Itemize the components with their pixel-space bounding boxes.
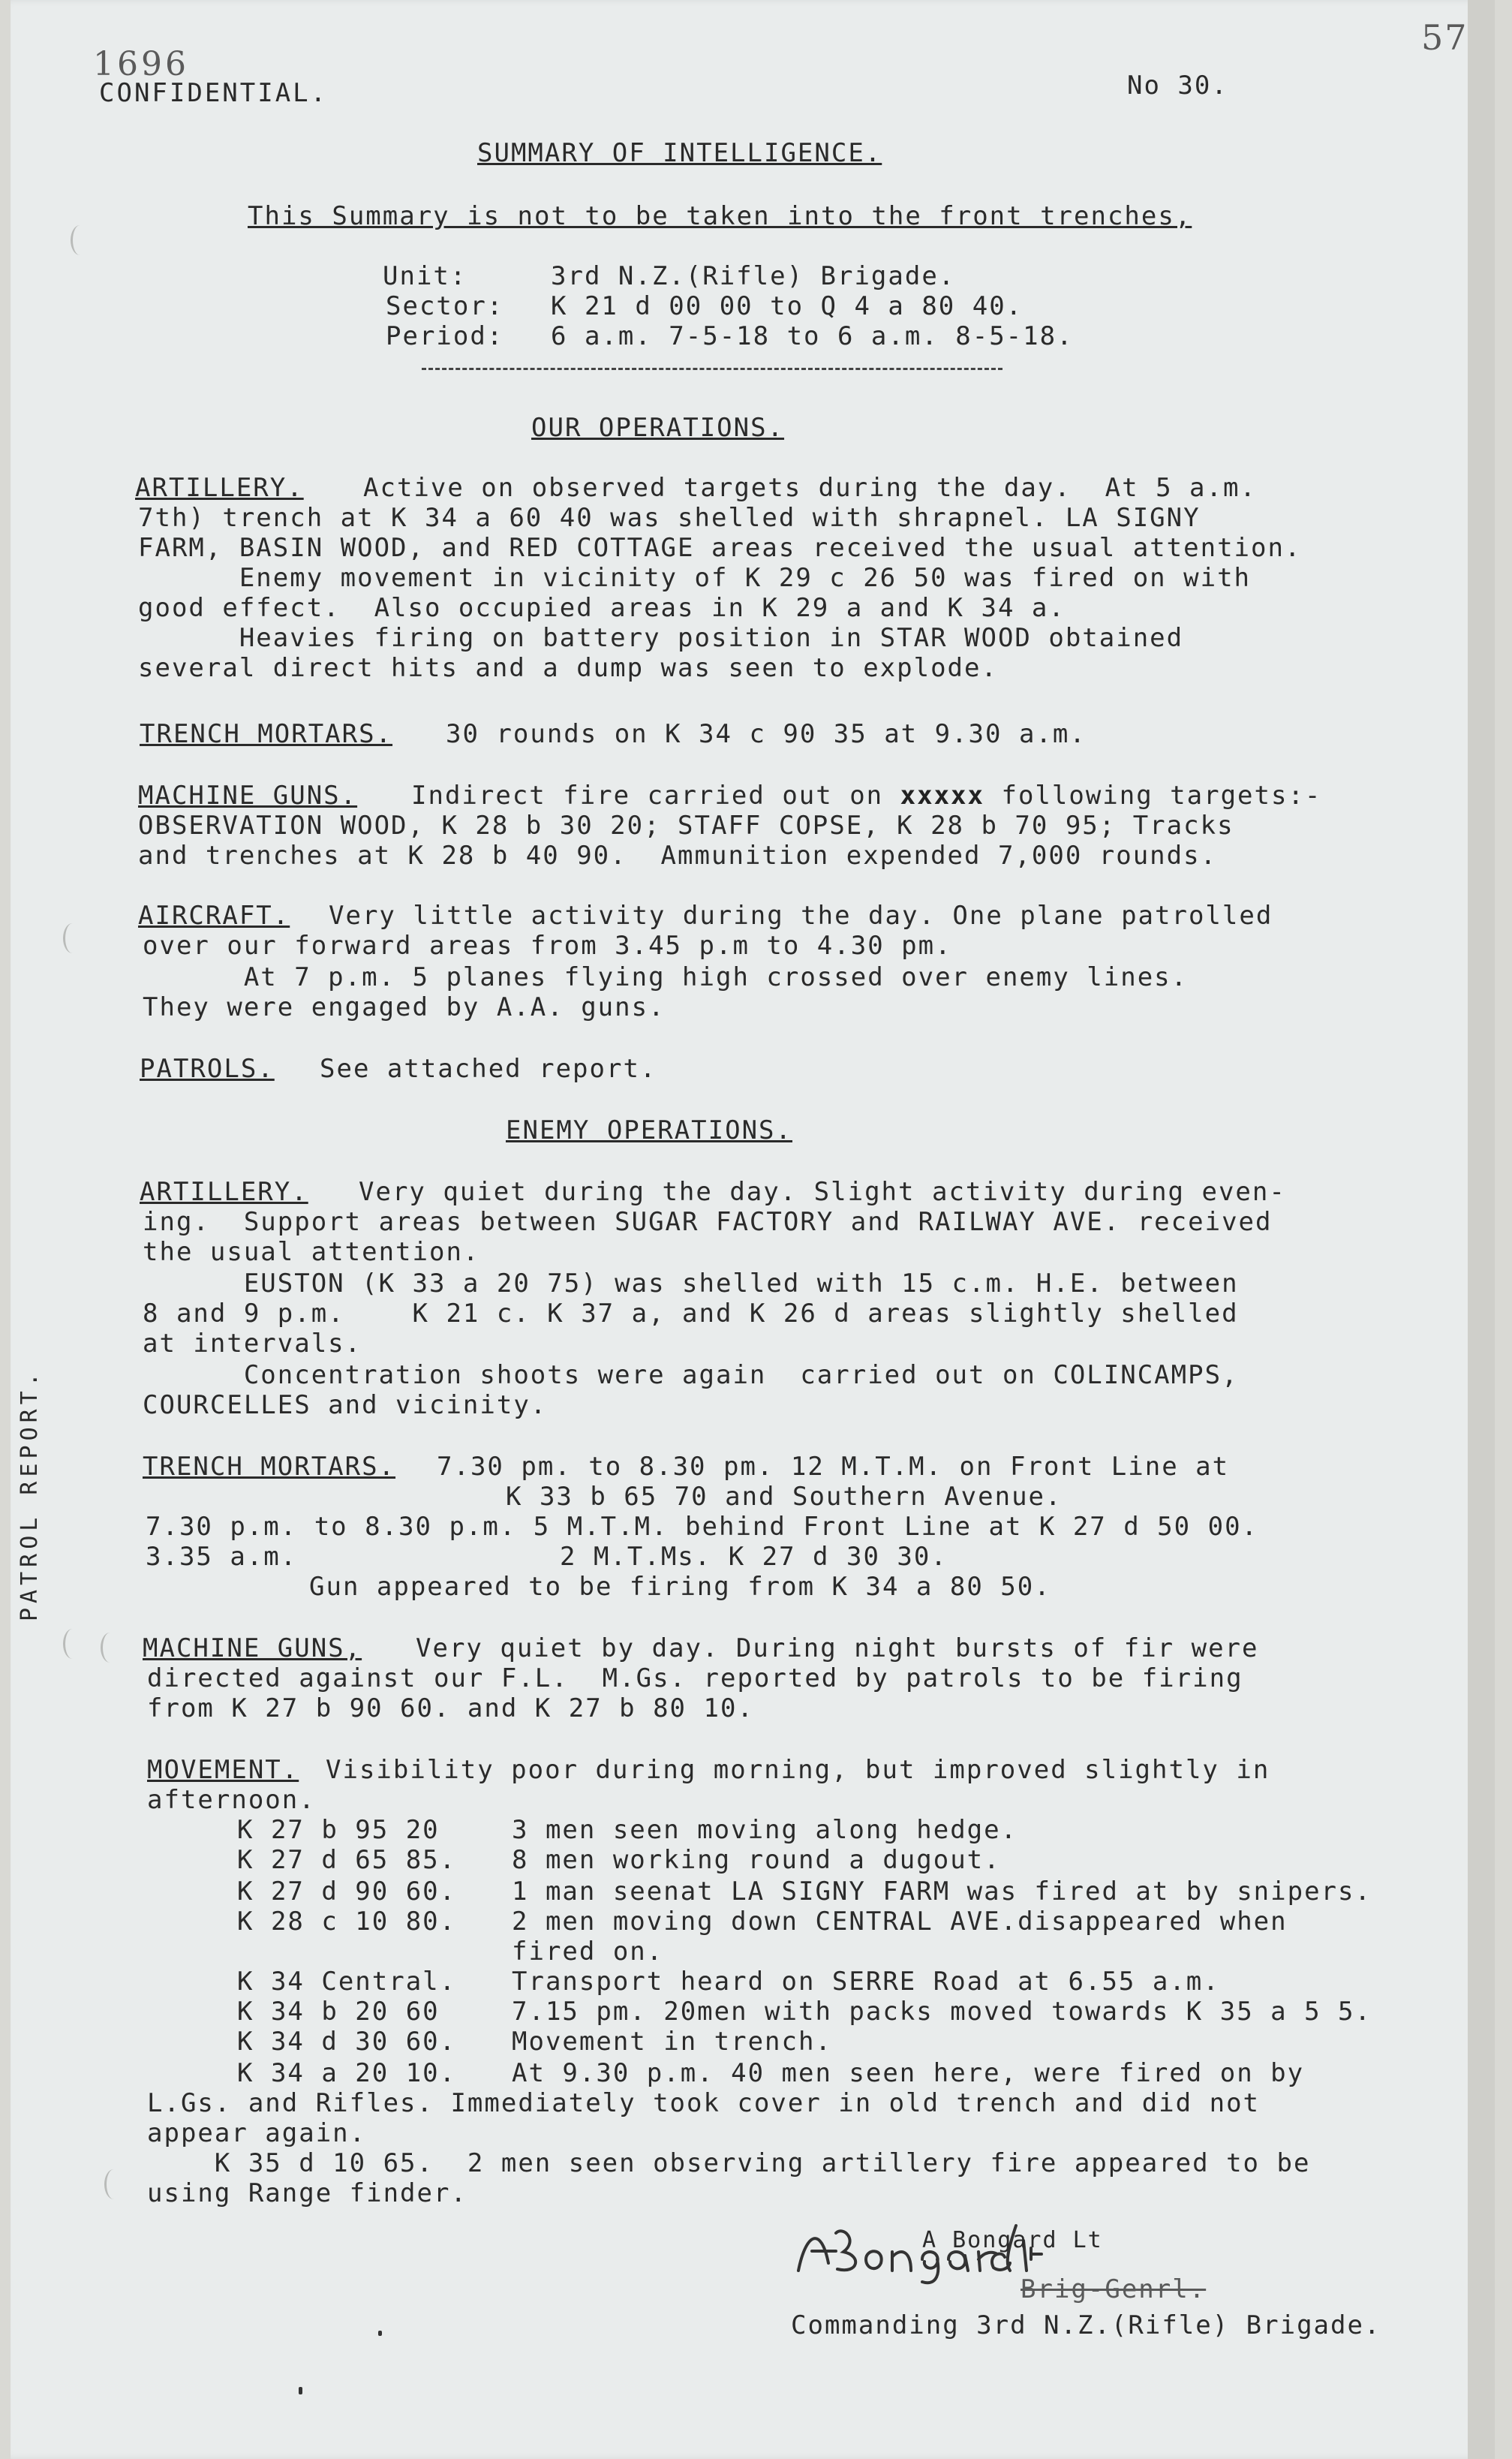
enemy-operations-heading: ENEMY OPERATIONS. bbox=[506, 1115, 792, 1145]
movement-desc: fired on. bbox=[512, 1937, 664, 1967]
punch-hole bbox=[63, 923, 82, 953]
our-aircraft-line-3: At 7 p.m. 5 planes flying high crossed over enemy lines. bbox=[143, 962, 1189, 992]
our-machine-guns-lead: Indirect fire carried out on bbox=[411, 781, 900, 811]
movement-ref: K 27 d 65 85. bbox=[237, 1845, 457, 1875]
enemy-artillery-line-1: Very quiet during the day. Slight activity during even- bbox=[359, 1177, 1286, 1207]
our-aircraft-line-4: They were engaged by A.A. guns. bbox=[143, 992, 666, 1022]
our-patrols-text: See attached report. bbox=[320, 1054, 657, 1084]
enemy-movement-intro-1: Visibility poor during morning, but improved slightly in bbox=[326, 1755, 1270, 1785]
folio-number: 57 bbox=[1421, 17, 1468, 58]
our-patrols-heading: PATROLS. bbox=[140, 1054, 275, 1084]
document-number: No 30. bbox=[1127, 71, 1228, 101]
enemy-trench-mortars-time: 3.35 a.m. bbox=[146, 1542, 298, 1572]
enemy-trench-mortars-line-2: K 33 b 65 70 and Southern Avenue. bbox=[506, 1482, 1063, 1512]
enemy-artillery-line-2: ing. Support areas between SUGAR FACTORY and RAILWAY AVE. received bbox=[143, 1207, 1273, 1237]
our-artillery-line-4: Enemy movement in vicinity of K 29 c 26 50 was fired on with bbox=[138, 563, 1252, 593]
punch-hole bbox=[63, 1629, 82, 1659]
enemy-artillery-line-4: EUSTON (K 33 a 20 75) was shelled with 15 c.m. H.E. between bbox=[143, 1269, 1239, 1299]
punch-hole bbox=[101, 1633, 119, 1663]
movement-ref: K 27 d 90 60. bbox=[237, 1877, 457, 1907]
enemy-artillery-heading: ARTILLERY. bbox=[140, 1177, 308, 1207]
period-label: Period: bbox=[386, 321, 504, 351]
movement-cont-4: using Range finder. bbox=[147, 2178, 467, 2208]
movement-ref: K 27 b 95 20 bbox=[237, 1815, 440, 1845]
file-number: 1696 bbox=[93, 45, 189, 83]
movement-desc: At 9.30 p.m. 40 men seen here, were fired on by bbox=[512, 2058, 1305, 2088]
unit-label: Unit: bbox=[383, 261, 467, 291]
our-machine-guns-lead-end: following targets:- bbox=[1001, 781, 1322, 811]
our-artillery-line-7: several direct hits and a dump was seen to explode. bbox=[138, 653, 998, 683]
movement-ref: K 28 c 10 80. bbox=[237, 1907, 457, 1937]
movement-ref: K 34 a 20 10. bbox=[237, 2058, 457, 2088]
enemy-machine-guns-line-3: from K 27 b 90 60. and K 27 b 80 10. bbox=[147, 1693, 754, 1723]
period-value: 6 a.m. 7-5-18 to 6 a.m. 8-5-18. bbox=[551, 321, 1074, 351]
our-trench-mortars-text: 30 rounds on K 34 c 90 35 at 9.30 a.m. bbox=[446, 719, 1087, 749]
our-trench-mortars-heading: TRENCH MORTARS. bbox=[140, 719, 393, 749]
movement-cont-1: L.Gs. and Rifles. Immediately took cover in old trench and did not bbox=[147, 2088, 1261, 2118]
movement-desc: 8 men working round a dugout. bbox=[512, 1845, 1001, 1875]
page-edge bbox=[1468, 0, 1495, 2459]
margin-note bbox=[9, 1306, 54, 1621]
movement-desc: 1 man seenat LA SIGNY FARM was fired at by snipers. bbox=[512, 1877, 1372, 1907]
ink-mark bbox=[378, 2331, 382, 2336]
warning-line: This Summary is not to be taken into the front trenches, bbox=[248, 201, 1192, 231]
our-machine-guns-line-2: OBSERVATION WOOD, K 28 b 30 20; STAFF COPSE, K 28 b 70 95; Tracks bbox=[138, 811, 1234, 841]
enemy-trench-mortars-line-4: 2 M.T.Ms. K 27 d 30 30. bbox=[560, 1542, 948, 1572]
movement-desc: 3 men seen moving along hedge. bbox=[512, 1815, 1018, 1845]
our-artillery-line-5: good effect. Also occupied areas in K 29 a and K 34 a. bbox=[138, 593, 1066, 623]
divider-rule bbox=[422, 368, 1002, 370]
movement-desc: 7.15 pm. 20men with packs moved towards K 35 a 5 5. bbox=[512, 1997, 1372, 2027]
punch-hole bbox=[104, 2169, 123, 2199]
movement-cont-2: appear again. bbox=[147, 2118, 367, 2148]
movement-desc: Transport heard on SERRE Road at 6.55 a.m. bbox=[512, 1967, 1220, 1997]
struck-word: xxxxx bbox=[900, 781, 984, 811]
enemy-artillery-line-3: the usual attention. bbox=[143, 1237, 480, 1267]
signature-rank-text: A Bongard Lt bbox=[922, 2227, 1103, 2253]
enemy-machine-guns-heading: MACHINE GUNS, bbox=[143, 1633, 362, 1663]
our-artillery-line-3: FARM, BASIN WOOD, and RED COTTAGE areas received the usual attention. bbox=[138, 533, 1302, 563]
movement-ref: K 34 b 20 60 bbox=[237, 1997, 440, 2027]
movement-desc: Movement in trench. bbox=[512, 2027, 832, 2057]
our-aircraft-line-1: Very little activity during the day. One plane patrolled bbox=[329, 901, 1273, 931]
our-aircraft-line-2: over our forward areas from 3.45 p.m to 4.30 pm. bbox=[143, 931, 952, 961]
enemy-movement-heading: MOVEMENT. bbox=[147, 1755, 299, 1785]
warning-text bbox=[248, 201, 1192, 231]
enemy-machine-guns-line-2: directed against our F.L. M.Gs. reported by patrols to be firing bbox=[147, 1663, 1243, 1693]
enemy-artillery-line-8: COURCELLES and vicinity. bbox=[143, 1390, 548, 1420]
document-page bbox=[11, 0, 1495, 2459]
movement-desc: 2 men moving down CENTRAL AVE.disappeared when bbox=[512, 1907, 1288, 1937]
punch-hole bbox=[71, 225, 89, 255]
enemy-trench-mortars-heading: TRENCH MORTARS. bbox=[143, 1452, 396, 1482]
enemy-artillery-line-6: at intervals. bbox=[143, 1329, 362, 1359]
our-machine-guns-line-1 bbox=[411, 781, 1321, 811]
enemy-artillery-line-5: 8 and 9 p.m. K 21 c. K 37 a, and K 26 d areas slightly shelled bbox=[143, 1299, 1239, 1329]
our-aircraft-heading: AIRCRAFT. bbox=[138, 901, 290, 931]
signature-title: Commanding 3rd N.Z.(Rifle) Brigade. bbox=[791, 2310, 1381, 2340]
patrol-report-note: PATROL REPORT. bbox=[17, 1368, 43, 1621]
our-artillery-heading: ARTILLERY. bbox=[135, 473, 304, 503]
enemy-trench-mortars-line-5: Gun appeared to be firing from K 34 a 80 50. bbox=[309, 1572, 1051, 1602]
our-artillery-line-6: Heavies firing on battery position in STAR WOOD obtained bbox=[138, 623, 1184, 653]
struck-rank: Brig-Genrl. bbox=[1021, 2274, 1207, 2304]
our-machine-guns-heading: MACHINE GUNS. bbox=[138, 781, 358, 811]
enemy-artillery-line-7: Concentration shoots were again carried out on COLINCAMPS, bbox=[143, 1360, 1239, 1390]
sector-value: K 21 d 00 00 to Q 4 a 80 40. bbox=[551, 291, 1024, 321]
ink-mark bbox=[299, 2387, 302, 2394]
enemy-trench-mortars-line-1: 7.30 pm. to 8.30 pm. 12 M.T.M. on Front Line at bbox=[437, 1452, 1230, 1482]
unit-value: 3rd N.Z.(Rifle) Brigade. bbox=[551, 261, 956, 291]
movement-cont-3: K 35 d 10 65. 2 men seen observing artillery fire appeared to be bbox=[147, 2148, 1311, 2178]
movement-ref: K 34 Central. bbox=[237, 1967, 457, 1997]
sector-label: Sector: bbox=[386, 291, 504, 321]
our-operations-heading: OUR OPERATIONS. bbox=[531, 413, 785, 443]
our-artillery-line-1: Active on observed targets during the day. At 5 a.m. bbox=[363, 473, 1257, 503]
movement-ref: K 34 d 30 60. bbox=[237, 2027, 457, 2057]
enemy-machine-guns-line-1: Very quiet by day. During night bursts of fir were bbox=[416, 1633, 1259, 1663]
classification: CONFIDENTIAL. bbox=[99, 78, 329, 108]
enemy-movement-intro-2: afternoon. bbox=[147, 1785, 316, 1815]
our-machine-guns-line-3: and trenches at K 28 b 40 90. Ammunition expended 7,000 rounds. bbox=[138, 841, 1218, 871]
enemy-trench-mortars-line-3: 7.30 p.m. to 8.30 p.m. 5 M.T.M. behind Front Line at K 27 d 50 00. bbox=[146, 1512, 1259, 1542]
page-title: SUMMARY OF INTELLIGENCE. bbox=[477, 138, 882, 168]
our-artillery-line-2: 7th) trench at K 34 a 60 40 was shelled with shrapnel. LA SIGNY bbox=[138, 503, 1201, 533]
